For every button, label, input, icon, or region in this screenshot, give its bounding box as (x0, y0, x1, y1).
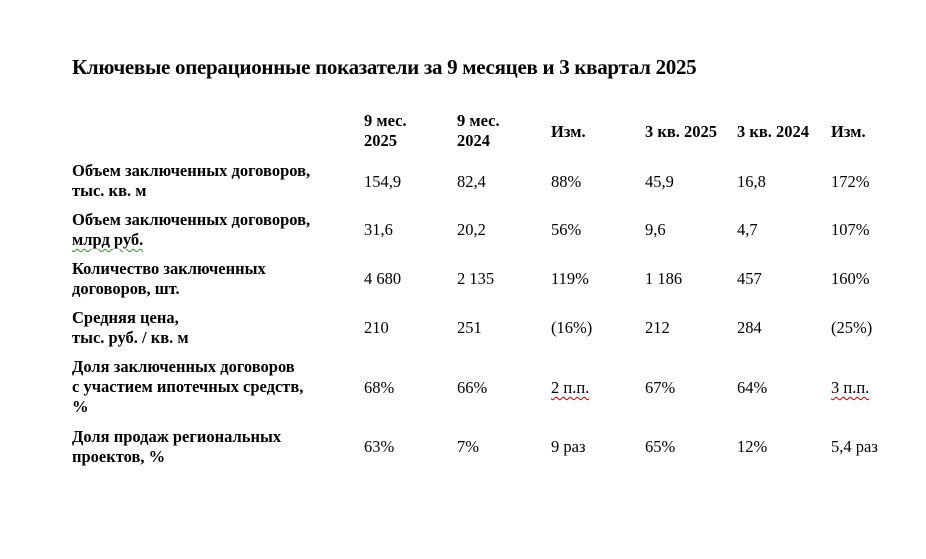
row-label-average-price (72, 308, 189, 348)
table-cell: 210 (364, 318, 389, 337)
table-cell: 284 (737, 318, 762, 337)
row-label-contracts-value (72, 210, 310, 250)
table-cell: 67% (645, 378, 676, 397)
row-label-line: проектов, % (72, 447, 166, 466)
header-9m-2025-line1: 9 мес. (364, 111, 407, 130)
row-label-line: Количество заключенных (72, 259, 266, 278)
row-label-contracts-area (72, 161, 310, 201)
table-cell: 82,4 (457, 172, 486, 191)
table-cell: 68% (364, 378, 395, 397)
table-cell: 45,9 (645, 172, 674, 191)
header-9m-2025 (364, 111, 407, 151)
table-cell: 16,8 (737, 172, 766, 191)
table-cell: 63% (364, 437, 395, 456)
table-cell: 160% (831, 269, 870, 288)
header-change-9m: Изм. (551, 122, 586, 141)
table-cell: 12% (737, 437, 768, 456)
row-label-line: Средняя цена, (72, 308, 179, 327)
table-cell: 64% (737, 378, 768, 397)
table-cell: 9,6 (645, 220, 666, 239)
header-q3-2025: 3 кв. 2025 (645, 122, 718, 141)
table-cell: 1 186 (645, 269, 683, 288)
table-cell: 65% (645, 437, 676, 456)
row-label-line: Доля продаж региональных (72, 427, 282, 446)
table-cell: 66% (457, 378, 488, 397)
row-label-line: Доля заключенных договоров (72, 357, 295, 376)
table-cell: 4 680 (364, 269, 402, 288)
table-cell: 107% (831, 220, 870, 239)
table-cell: 20,2 (457, 220, 486, 239)
row-label-line: Объем заключенных договоров, (72, 210, 311, 229)
table-cell: 251 (457, 318, 482, 337)
table-cell: 2 п.п. (551, 378, 590, 397)
table-cell: 31,6 (364, 220, 393, 239)
row-label-line: млрд руб. (72, 230, 144, 249)
header-9m-2024 (457, 111, 500, 151)
table-cell: 457 (737, 269, 762, 288)
table-cell: 5,4 раз (831, 437, 878, 456)
header-q3-2024: 3 кв. 2024 (737, 122, 810, 141)
row-label-line: тыс. руб. / кв. м (72, 328, 189, 347)
row-label-line: с участием ипотечных средств, (72, 377, 304, 396)
row-label-line: договоров, шт. (72, 279, 180, 298)
header-change-q3: Изм. (831, 122, 866, 141)
header-9m-2024-line1: 9 мес. (457, 111, 500, 130)
table-cell: 119% (551, 269, 589, 288)
row-label-mortgage-share (72, 357, 303, 417)
table-cell: 154,9 (364, 172, 402, 191)
table-cell: (25%) (831, 318, 873, 337)
table-cell: 9 раз (551, 437, 586, 456)
table-cell: 88% (551, 172, 582, 191)
page-title: Ключевые операционные показатели за 9 месяцев и 3 квартал 2025 (72, 55, 697, 79)
row-label-contracts-count (72, 259, 266, 299)
table-cell: 2 135 (457, 269, 495, 288)
header-9m-2025-line2: 2025 (364, 131, 397, 150)
table-cell: 172% (831, 172, 870, 191)
table-cell: 212 (645, 318, 670, 337)
row-label-line: тыс. кв. м (72, 181, 147, 200)
row-label-regional-share (72, 427, 281, 467)
table-cell: 3 п.п. (831, 378, 870, 397)
table-cell: 4,7 (737, 220, 758, 239)
row-label-line: Объем заключенных договоров, (72, 161, 311, 180)
table-cell: (16%) (551, 318, 593, 337)
row-label-line: % (72, 397, 89, 416)
header-9m-2024-line2: 2024 (457, 131, 490, 150)
table-cell: 7% (457, 437, 479, 456)
table-cell: 56% (551, 220, 582, 239)
